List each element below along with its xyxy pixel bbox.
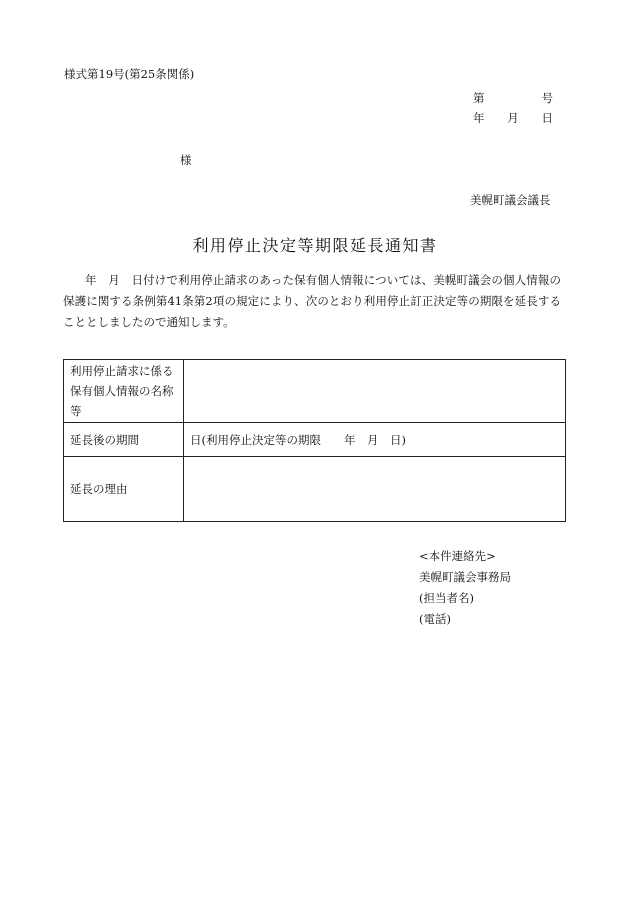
contact-person: (担当者名): [419, 591, 474, 605]
form-number: 様式第19号(第25条関係): [64, 67, 195, 81]
contact-phone: (電話): [419, 612, 451, 626]
date-day: 日: [541, 111, 553, 125]
document-title: 利用停止決定等期限延長通知書: [192, 236, 438, 255]
issue-date: [473, 110, 553, 126]
document-number-suffix: 号: [541, 91, 553, 105]
date-month: 月: [507, 111, 519, 125]
row-label: 利用停止請求に係る保有個人情報の名称等: [64, 360, 184, 423]
contact-heading: <本件連絡先>: [419, 549, 496, 563]
date-year: 年: [473, 111, 485, 125]
table-row: [64, 360, 566, 423]
row-label: 延長後の期間: [64, 423, 184, 457]
row-value: [184, 457, 566, 522]
addressee: 様: [180, 153, 192, 167]
row-value: 日(利用停止決定等の期限 年 月 日): [184, 423, 566, 457]
row-value: [184, 360, 566, 423]
contact-block: [419, 546, 511, 630]
table-row: [64, 457, 566, 522]
document-number: [473, 90, 553, 106]
sender: 美幌町議会議長: [470, 193, 551, 207]
row-label: 延長の理由: [64, 457, 184, 522]
table-row: [64, 423, 566, 457]
contact-office: 美幌町議会事務局: [419, 570, 511, 584]
info-table: [63, 359, 566, 522]
document-number-prefix: 第: [473, 91, 485, 105]
body-paragraph: 年 月 日付けで利用停止請求のあった保有個人情報については、美幌町議会の個人情報の保護に関する条例第41条第2項の規定により、次のとおり利用停止訂正決定等の期限を延長することとしましたので通知します。: [63, 273, 561, 329]
